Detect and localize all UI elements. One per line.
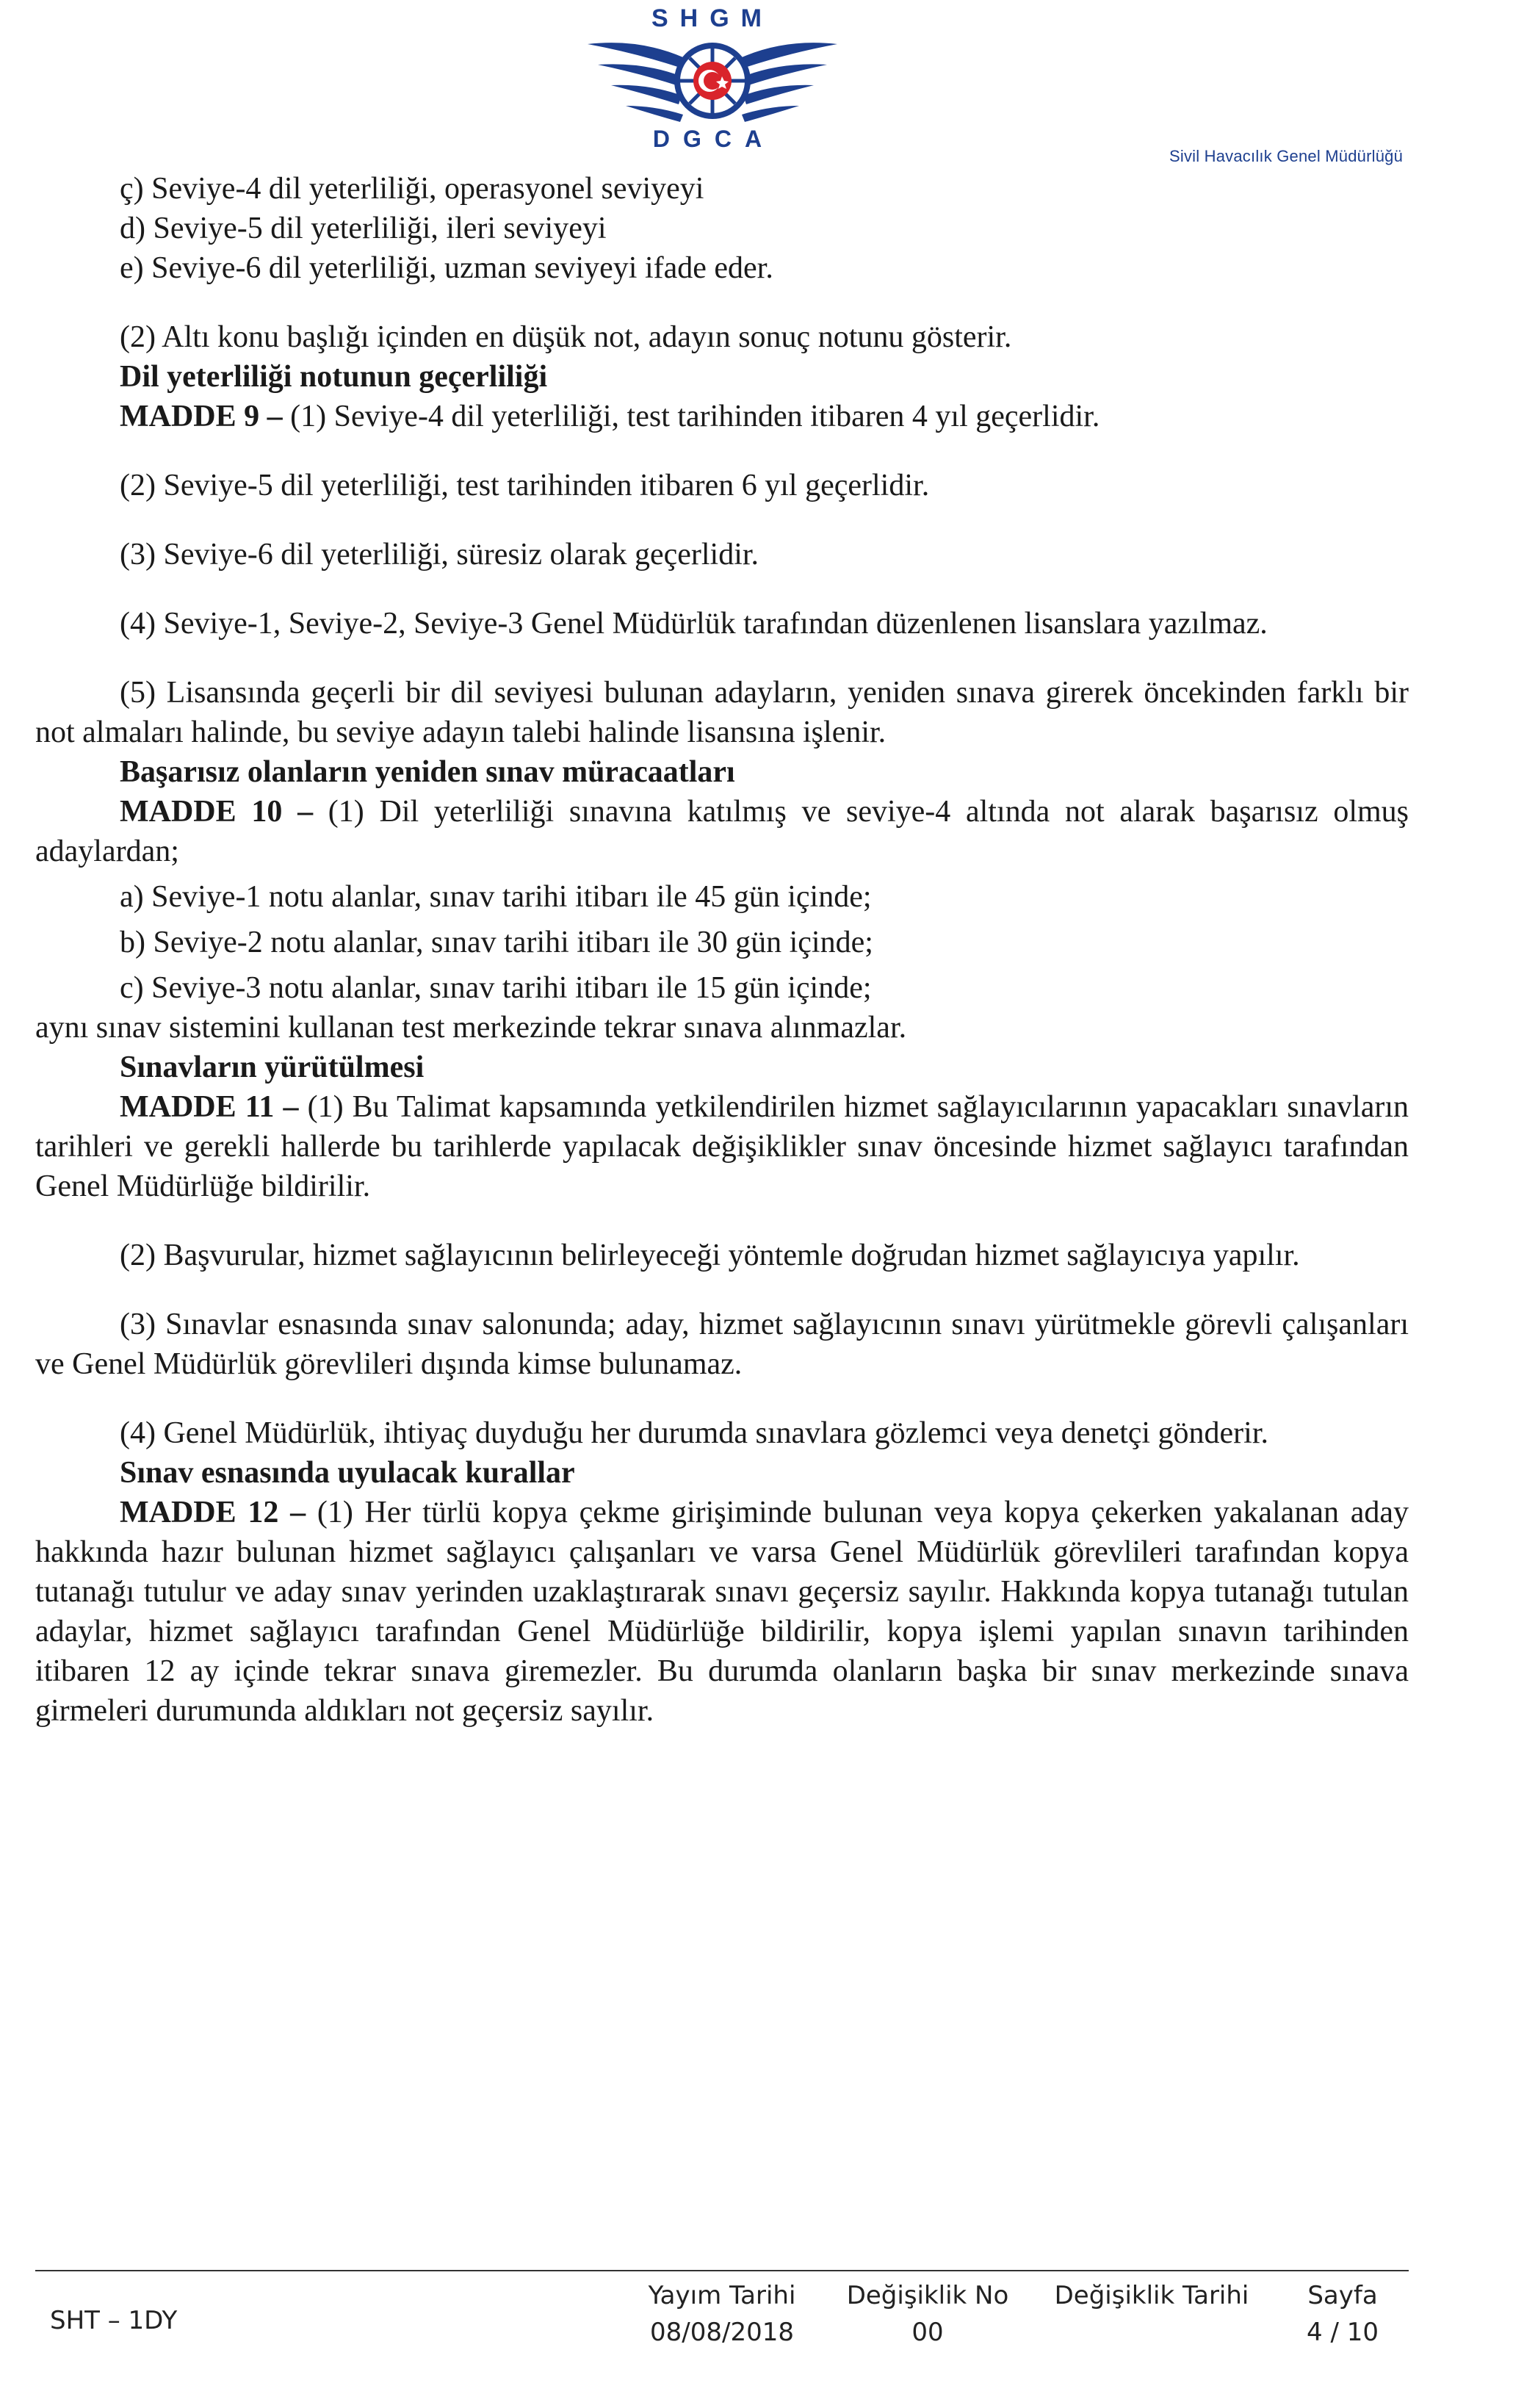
madde-10-item-b: b) Seviye-2 notu alanlar, sınav tarihi itibarı ile 30 gün içinde; (120, 926, 873, 959)
list-item-c: ç) Seviye-4 dil yeterliliği, operasyonel seviyeyi (120, 172, 704, 206)
heading-madde-10: Başarısız olanların yeniden sınav müracaatları (120, 755, 735, 789)
madde-11-paragraph (35, 1087, 1409, 1206)
logo-bottom-text: DGCA (652, 126, 776, 151)
revision-no-value: 00 (911, 2318, 944, 2347)
madde-10-closing: aynı sınav sistemini kullanan test merkezinde tekrar sınava alınmazlar. (35, 1011, 907, 1045)
shgm-emblem-icon (573, 0, 852, 151)
page-number-block (1284, 2277, 1401, 2351)
revision-no-block (836, 2277, 1019, 2351)
madde-11-label: MADDE 11 – (120, 1090, 299, 1124)
logo-caption: Sivil Havacılık Genel Müdürlüğü (1169, 147, 1404, 165)
madde-9-p4: (4) Seviye-1, Seviye-2, Seviye-3 Genel Müdürlük tarafından düzenlenen lisanslara yazılmaz. (120, 607, 1268, 641)
page-label: Sayfa (1307, 2281, 1378, 2310)
revision-no-label: Değişiklik No (846, 2281, 1009, 2310)
list-item-d: d) Seviye-5 dil yeterliliği, ileri seviyeyi (120, 212, 607, 245)
madde-11-p4: (4) Genel Müdürlük, ihtiyaç duyduğu her durumda sınavlara gözlemci veya denetçi gönderir. (120, 1416, 1269, 1450)
list-item-e: e) Seviye-6 dil yeterliliği, uzman seviyeyi ifade eder. (120, 251, 773, 285)
document-code: SHT – 1DY (50, 2306, 178, 2335)
madde-11-p3: (3) Sınavlar esnasında sınav salonunda; aday, hizmet sağlayıcının sınavı yürütmekle görevli çalışanları ve Genel Müdürlük görevlileri dışında kimse bulunamaz. (35, 1308, 1409, 1381)
logo-top-text: SHGM (651, 4, 773, 32)
page-footer (35, 2270, 1409, 2352)
madde-9-text: (1) Seviye-4 dil yeterliliği, test tarihinden itibaren 4 yıl geçerlidir. (282, 400, 1100, 433)
madde-10-paragraph (35, 792, 1409, 871)
madde-10-label: MADDE 10 – (120, 795, 314, 829)
madde-11-text: (1) Bu Talimat kapsamında yetkilendirilen hizmet sağlayıcılarının yapacakları sınavların tarihleri ve gerekli hallerde bu tarihlerde yapılacak değişiklikler sınav öncesinde hizmet sağlayıcı tarafından Genel Müdürlüğe bildirilir. (35, 1090, 1409, 1203)
madde-10-item-a: a) Seviye-1 notu alanlar, sınav tarihi itibarı ile 45 gün içinde; (120, 880, 872, 914)
madde-9-label: MADDE 9 – (120, 400, 283, 433)
madde-12-label: MADDE 12 – (120, 1496, 306, 1529)
publish-date-label: Yayım Tarihi (648, 2281, 796, 2310)
shgm-logo (573, 0, 1404, 173)
revision-date-label: Değişiklik Tarihi (1054, 2281, 1249, 2310)
madde-12-paragraph (35, 1493, 1409, 1731)
heading-madde-11: Sınavların yürütülmesi (120, 1050, 425, 1084)
madde-9-p2: (2) Seviye-5 dil yeterliliği, test tarihinden itibaren 6 yıl geçerlidir. (120, 469, 930, 502)
revision-date-block (1041, 2277, 1262, 2314)
madde-12-text: (1) Her türlü kopya çekme girişiminde bulunan veya kopya çekerken yakalanan aday hakkında hazır bulunan hizmet sağlayıcı çalışanları ve varsa Genel Müdürlük görevlileri tarafından kopya tutanağı tutulur ve aday sınav yerinden uzaklaştırarak sınavı geçersiz sayılır. Hakkında kopya tutanağı tutulan adaylar, hizmet sağlayıcı tarafından Genel Müdürlüğe bildirilir, kopya işlemi yapılan sınavın tarihinden itibaren 12 ay içinde tekrar sınava giremezler. Bu durumda olanların başka bir sınav merkezinde sınava girmeleri durumunda aldıkları not geçersiz sayılır. (35, 1496, 1409, 1728)
madde-10-item-c: c) Seviye-3 notu alanlar, sınav tarihi itibarı ile 15 gün içinde; (120, 971, 872, 1005)
document-body (35, 169, 1409, 1731)
madde-11-p2: (2) Başvurular, hizmet sağlayıcının belirleyeceği yöntemle doğrudan hizmet sağlayıcıya yapılır. (120, 1239, 1300, 1272)
madde-9-paragraph (35, 397, 1409, 436)
publish-date-block (638, 2277, 806, 2351)
publish-date-value: 08/08/2018 (650, 2318, 794, 2347)
heading-madde-12: Sınav esnasında uyulacak kurallar (120, 1456, 575, 1490)
madde-9-p3: (3) Seviye-6 dil yeterliliği, süresiz olarak geçerlidir. (120, 538, 759, 572)
page-number: 4 / 10 (1307, 2318, 1379, 2347)
heading-madde-9: Dil yeterliliği notunun geçerliliği (120, 360, 548, 394)
paragraph-2: (2) Altı konu başlığı içinden en düşük not, adayın sonuç notunu gösterir. (120, 320, 1012, 354)
madde-10-text: (1) Dil yeterliliği sınavına katılmış ve seviye-4 altında not alarak başarısız olmuş adaylardan; (35, 795, 1409, 868)
madde-9-p5: (5) Lisansında geçerli bir dil seviyesi bulunan adayların, yeniden sınava girerek öncekinden farklı bir not almaları halinde, bu seviye adayın talebi halinde lisansına işlenir. (35, 676, 1409, 749)
